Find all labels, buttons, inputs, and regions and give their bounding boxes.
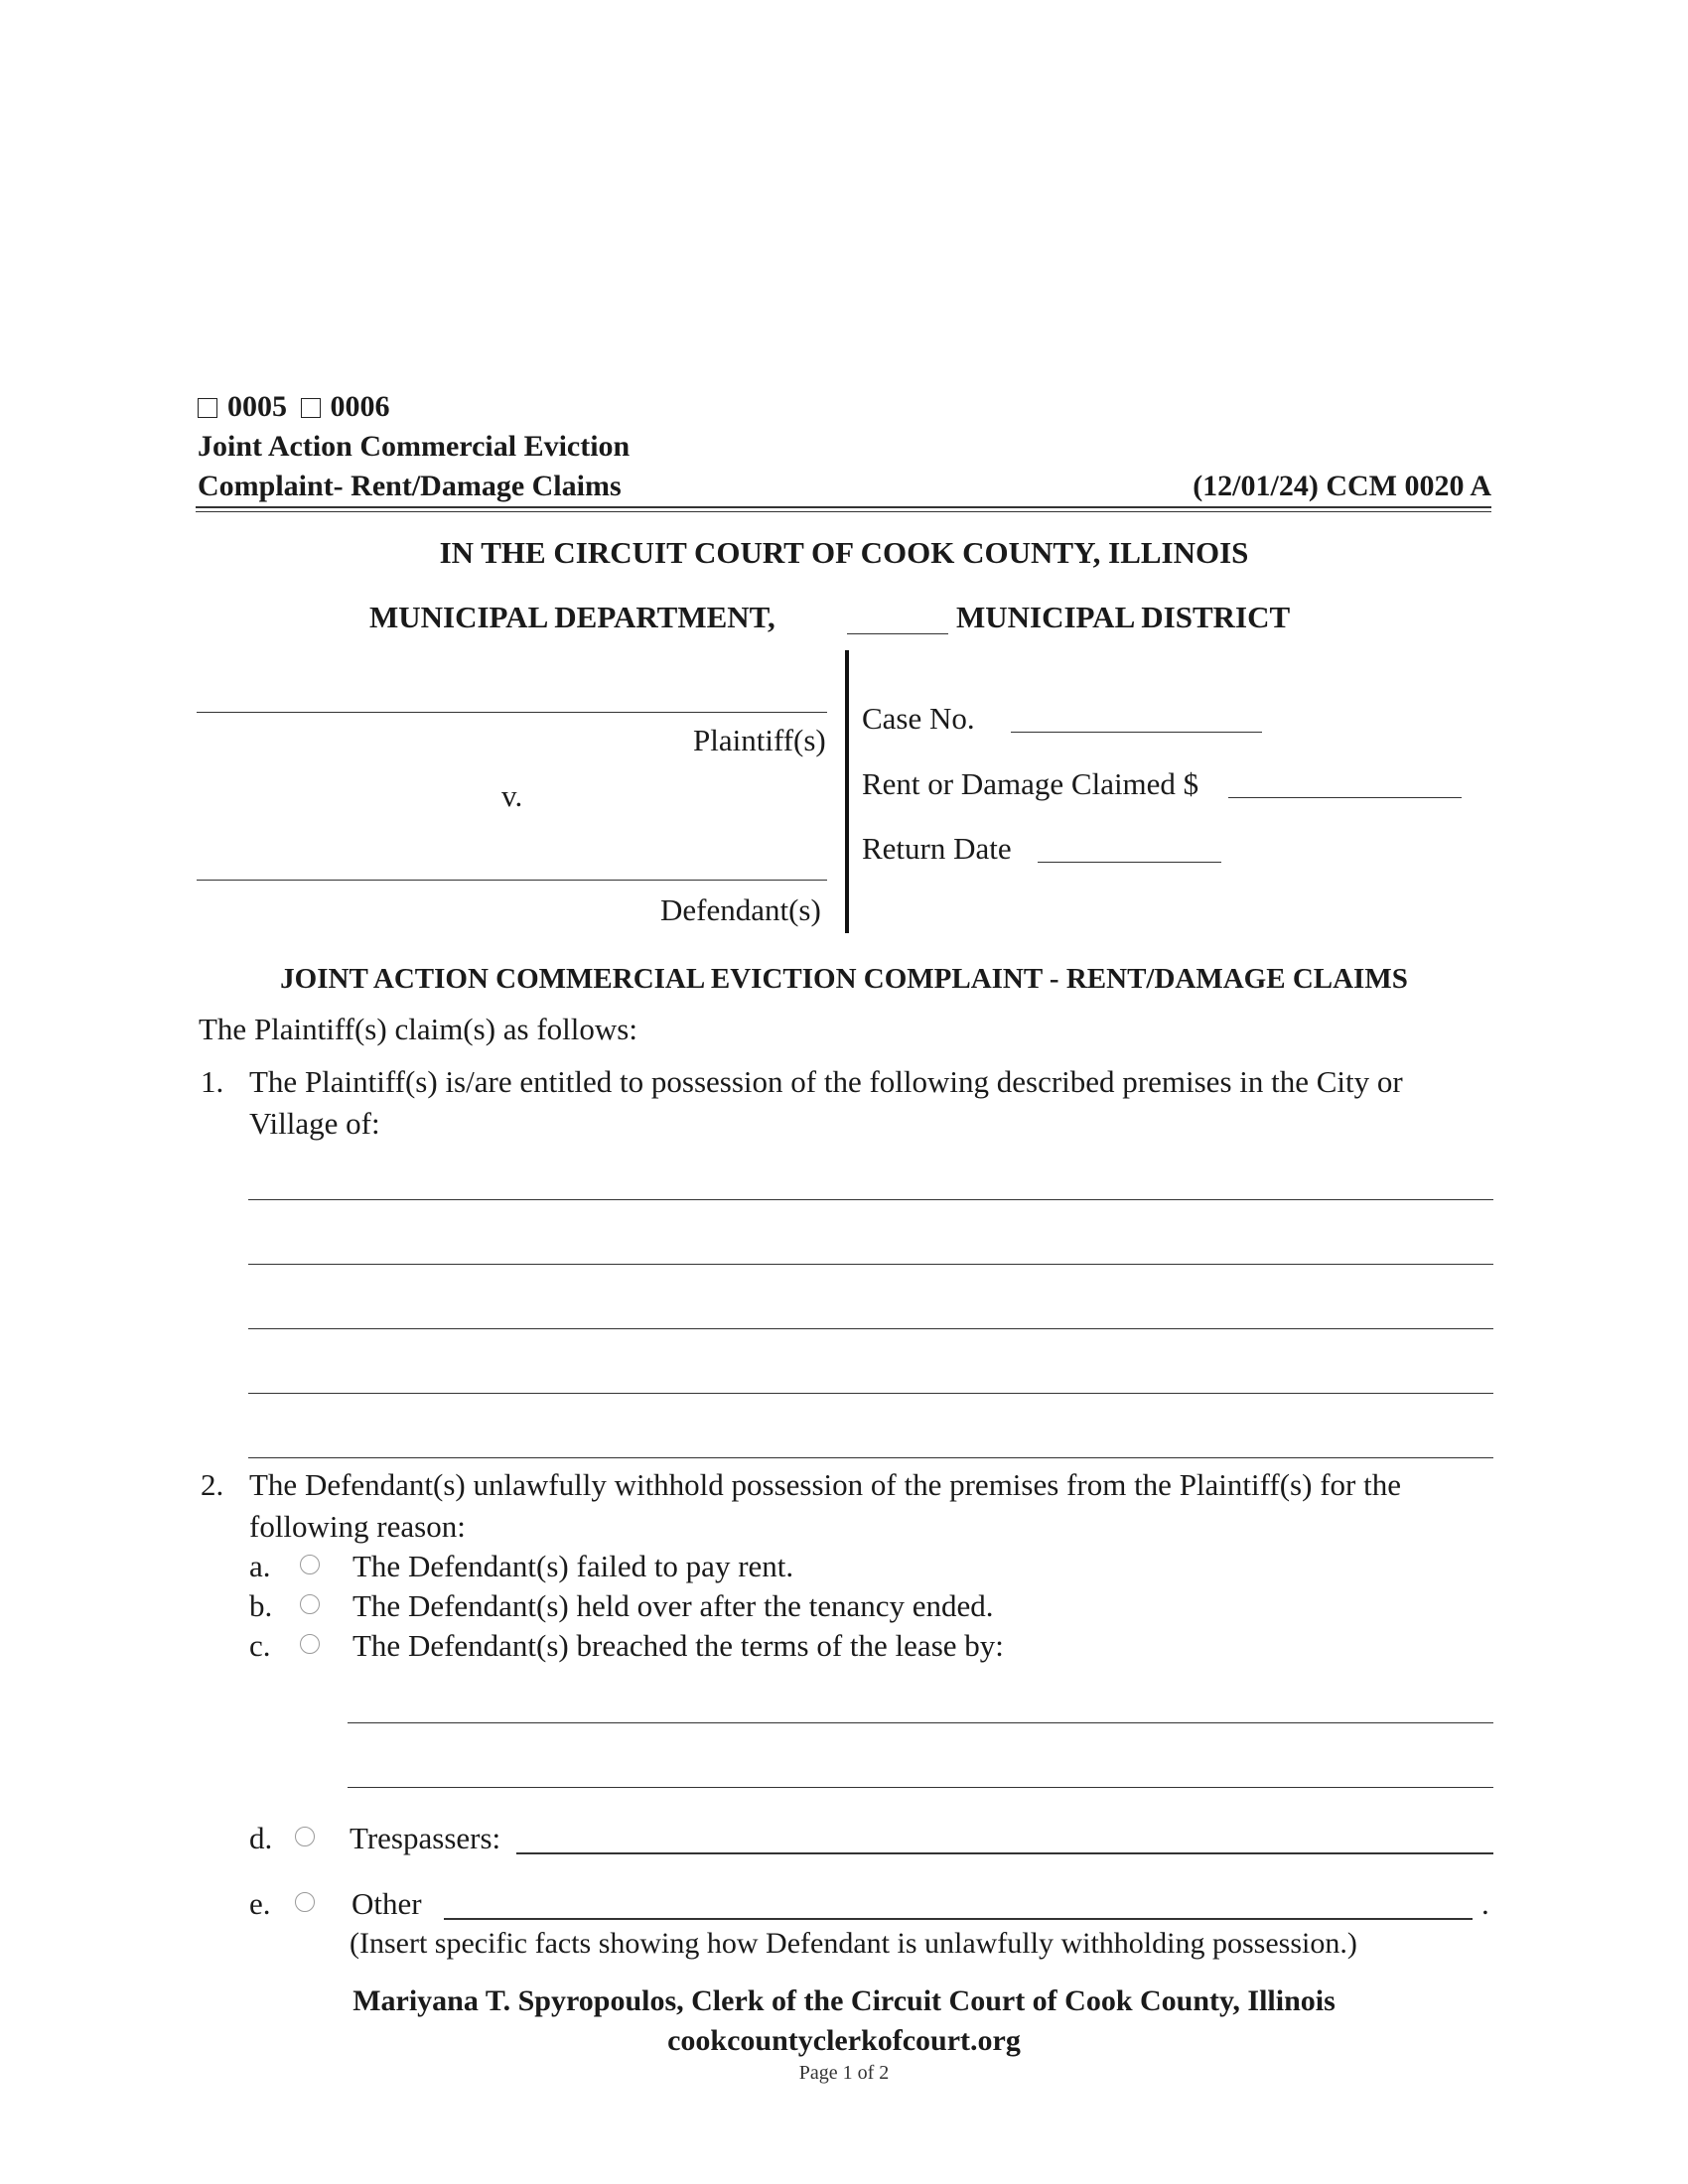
plaintiff-name-field[interactable] — [197, 712, 827, 713]
premises-field-line-5[interactable] — [248, 1457, 1493, 1458]
option-a-letter: a. — [249, 1549, 271, 1583]
option-e-text: Other — [352, 1886, 422, 1921]
checkbox-0005[interactable] — [198, 398, 217, 418]
other-period: . — [1481, 1886, 1489, 1921]
plaintiff-label: Plaintiff(s) — [693, 723, 826, 757]
option-e-letter: e. — [249, 1886, 271, 1921]
item-2-number: 2. — [201, 1467, 224, 1502]
premises-field-line-1[interactable] — [248, 1199, 1493, 1200]
department-label: MUNICIPAL DEPARTMENT, — [369, 600, 775, 634]
checkbox-0006[interactable] — [301, 398, 321, 418]
rent-claimed-field[interactable] — [1228, 797, 1462, 798]
item-1-number: 1. — [201, 1064, 224, 1099]
defendant-label: Defendant(s) — [660, 892, 821, 927]
premises-field-line-2[interactable] — [248, 1264, 1493, 1265]
trespassers-field[interactable] — [516, 1852, 1493, 1854]
checkbox-0006-label: 0006 — [330, 390, 390, 423]
item-2-text-line1: The Defendant(s) unlawfully withhold possession of the premises from the Plaintiff(s) for the — [249, 1467, 1401, 1502]
option-d-letter: d. — [249, 1821, 273, 1855]
option-a-radio[interactable] — [300, 1555, 320, 1574]
rent-claimed-label: Rent or Damage Claimed $ — [862, 766, 1199, 801]
item-1-text-line1: The Plaintiff(s) is/are entitled to possession of the following described premises in the City or — [249, 1064, 1403, 1099]
instruction-note: (Insert specific facts showing how Defendant is unlawfully withholding possession.) — [350, 1927, 1357, 1960]
page-number: Page 1 of 2 — [798, 2062, 890, 2084]
other-field[interactable] — [444, 1918, 1473, 1920]
option-c-letter: c. — [249, 1628, 271, 1663]
form-title-line2: Complaint- Rent/Damage Claims — [198, 470, 622, 502]
district-number-field[interactable] — [847, 633, 948, 634]
clerk-name: Mariyana T. Spyropoulos, Clerk of the Circuit Court of Cook County, Illinois — [352, 1984, 1336, 2017]
header-rule-top — [196, 506, 1491, 508]
breach-field-line-2[interactable] — [348, 1787, 1493, 1788]
complaint-title: JOINT ACTION COMMERCIAL EVICTION COMPLAINT - RENT/DAMAGE CLAIMS — [280, 963, 1408, 995]
premises-field-line-4[interactable] — [248, 1393, 1493, 1394]
option-c-radio[interactable] — [300, 1634, 320, 1654]
claims-intro: The Plaintiff(s) claim(s) as follows: — [199, 1012, 637, 1046]
breach-field-line-1[interactable] — [348, 1722, 1493, 1723]
case-number-field[interactable] — [1011, 732, 1262, 733]
return-date-label: Return Date — [862, 831, 1012, 866]
option-d-text: Trespassers: — [350, 1821, 501, 1855]
item-1-text-line2: Village of: — [249, 1106, 380, 1141]
option-a-text: The Defendant(s) failed to pay rent. — [352, 1549, 794, 1583]
court-heading: IN THE CIRCUIT COURT OF COOK COUNTY, ILLINOIS — [439, 535, 1249, 570]
header-rule-bottom — [196, 511, 1491, 512]
form-selector — [198, 387, 390, 427]
option-b-radio[interactable] — [300, 1594, 320, 1614]
versus-label: v. — [501, 778, 523, 813]
premises-field-line-3[interactable] — [248, 1328, 1493, 1329]
item-2-text-line2: following reason: — [249, 1509, 466, 1544]
district-label: MUNICIPAL DISTRICT — [956, 600, 1291, 634]
clerk-website[interactable]: cookcountyclerkofcourt.org — [667, 2024, 1021, 2057]
return-date-field[interactable] — [1038, 862, 1221, 863]
option-b-letter: b. — [249, 1588, 273, 1623]
case-number-label: Case No. — [862, 701, 975, 736]
form-code: (12/01/24) CCM 0020 A — [1193, 470, 1491, 502]
option-c-text: The Defendant(s) breached the terms of the lease by: — [352, 1628, 1004, 1663]
defendant-name-field[interactable] — [197, 880, 827, 881]
caption-divider — [845, 650, 849, 933]
option-d-radio[interactable] — [295, 1827, 315, 1846]
option-b-text: The Defendant(s) held over after the tenancy ended. — [352, 1588, 994, 1623]
form-title-line1: Joint Action Commercial Eviction — [198, 430, 631, 463]
checkbox-0005-label: 0005 — [227, 390, 287, 423]
option-e-radio[interactable] — [295, 1892, 315, 1912]
